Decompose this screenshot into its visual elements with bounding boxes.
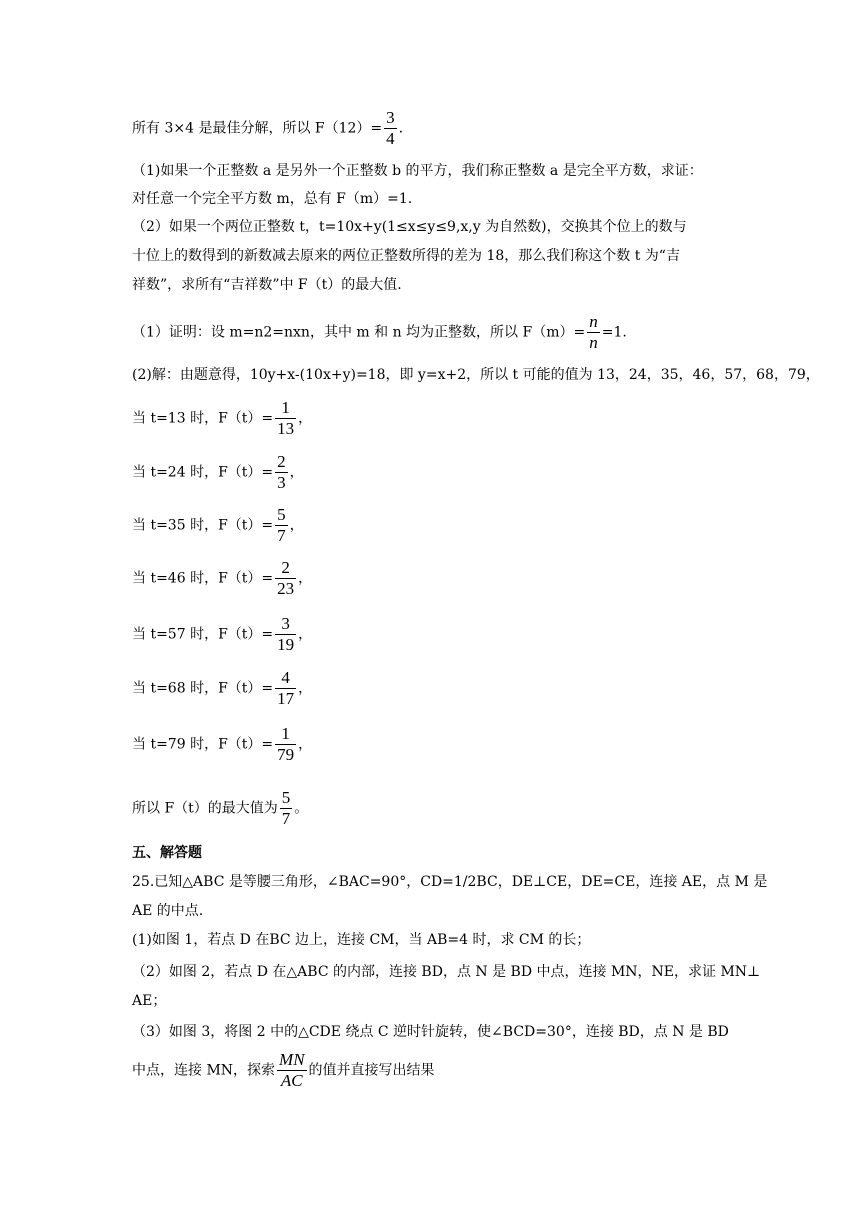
proof-tail: =1. <box>601 324 627 341</box>
fraction-numerator: 1 <box>281 724 290 743</box>
fraction <box>275 452 288 493</box>
case-line <box>132 505 304 546</box>
proof-line <box>132 312 627 353</box>
fraction-denominator: 3 <box>277 473 286 492</box>
fraction <box>275 668 296 709</box>
conclusion-end: 。 <box>294 800 309 817</box>
fraction-numerator: 5 <box>281 788 291 807</box>
p25-line-g <box>132 1050 435 1091</box>
p25-line-g-text: 中点，连接 MN，探索 <box>132 1062 276 1079</box>
case-label: 当 t=46 时，F（t）= <box>132 570 274 587</box>
p25-line-b: AE 的中点. <box>132 903 204 919</box>
fraction-denominator: 23 <box>277 579 295 598</box>
p25-line-a: 25.已知△ABC 是等腰三角形，∠BAC=90°，CD=1/2BC，DE⊥CE，DE=CE，连接 AE，点 M 是 <box>132 874 768 890</box>
intro-end: . <box>398 120 404 137</box>
fraction <box>384 108 397 149</box>
fraction <box>275 505 288 546</box>
fraction <box>277 1050 307 1091</box>
fraction-denominator: 7 <box>281 809 291 828</box>
fraction-numerator: 2 <box>281 558 290 577</box>
case-line <box>132 452 304 493</box>
case-end: ， <box>298 680 313 697</box>
case-line <box>132 668 312 709</box>
fraction-denominator: 19 <box>277 635 295 654</box>
fraction <box>275 398 296 439</box>
q1-line-b: 对任意一个完全平方数 m，总有 F（m）=1. <box>132 191 413 207</box>
p25-line-e: AE； <box>132 993 167 1009</box>
case-label: 当 t=68 时，F（t）= <box>132 680 274 697</box>
p25-line-d: （2）如图 2，若点 D 在△ABC 的内部，连接 BD，点 N 是 BD 中点，连接 MN，NE，求证 MN⊥ <box>132 964 761 980</box>
fraction-numerator: MN <box>279 1050 305 1069</box>
fraction <box>275 724 296 765</box>
fraction-numerator: 1 <box>281 398 290 417</box>
q2-line-b: 十位上的数得到的新数减去原来的两位正整数所得的差为 18，那么我们称这个数 t 为“吉 <box>132 248 680 264</box>
conclusion-line <box>132 788 308 829</box>
intro-text: 所有 3×4 是最佳分解，所以 F（12）= <box>132 120 383 137</box>
case-line <box>132 614 312 655</box>
case-end: ， <box>298 570 313 587</box>
q2-line-a: （2）如果一个两位正整数 t，t=10x+y(1≤x≤y≤9,x,y 为自然数)，交换其个位上的数与 <box>132 219 687 235</box>
q2-line-c: 祥数”，求所有“吉祥数”中 F（t）的最大值. <box>132 277 402 293</box>
fraction <box>275 614 296 655</box>
fraction-denominator: 79 <box>277 745 295 764</box>
fraction-numerator: 5 <box>277 505 286 524</box>
proof-text: （1）证明：设 m=n2=nxn，其中 m 和 n 均为正整数，所以 F（m）= <box>132 324 586 341</box>
fraction-denominator: 13 <box>277 419 295 438</box>
case-end: ， <box>289 464 304 481</box>
fraction <box>280 788 293 829</box>
p25-line-f: （3）如图 3，将图 2 中的△CDE 绕点 C 逆时针旋转，使∠BCD=30°，连接 BD，点 N 是 BD <box>132 1024 729 1040</box>
case-label: 当 t=57 时，F（t）= <box>132 626 274 643</box>
case-label: 当 t=79 时，F（t）= <box>132 736 274 753</box>
p25-line-c: (1)如图 1，若点 D 在BC 边上，连接 CM，当 AB=4 时，求 CM 的长； <box>132 932 591 948</box>
conclusion-text: 所以 F（t）的最大值为 <box>132 800 278 817</box>
fraction <box>587 312 600 353</box>
fraction-denominator: 4 <box>386 129 395 148</box>
case-end: ， <box>298 736 313 753</box>
p25-line-g-end: 的值并直接写出结果 <box>308 1062 435 1079</box>
fraction-denominator: 17 <box>277 689 295 708</box>
fraction-numerator: 4 <box>281 668 290 687</box>
case-end: ， <box>298 626 313 643</box>
case-label: 当 t=35 时，F（t）= <box>132 517 274 534</box>
fraction-numerator: n <box>589 312 598 331</box>
fraction-denominator: AC <box>277 1070 307 1091</box>
case-label: 当 t=24 时，F（t）= <box>132 464 274 481</box>
case-end: ， <box>298 410 313 427</box>
section-title: 五、解答题 <box>132 845 202 861</box>
intro-line <box>132 108 403 149</box>
case-line <box>132 558 312 599</box>
fraction-denominator: n <box>589 333 598 352</box>
fraction-denominator: 7 <box>277 526 286 545</box>
case-end: ， <box>289 517 304 534</box>
fraction-numerator: 2 <box>277 452 286 471</box>
q1-line-a: （1)如果一个正整数 a 是另外一个正整数 b 的平方，我们称正整数 a 是完全平方数，求证： <box>132 163 703 179</box>
case-line <box>132 398 312 439</box>
case-label: 当 t=13 时，F（t）= <box>132 410 274 427</box>
fraction <box>275 558 296 599</box>
fraction-numerator: 3 <box>386 108 395 127</box>
fraction-numerator: 3 <box>281 614 290 633</box>
solve-line: (2)解：由题意得，10y+x-(10x+y)=18，即 y=x+2，所以 t 可能的值为 13，24，35，46，57，68，79， <box>132 367 820 383</box>
case-line <box>132 724 312 765</box>
